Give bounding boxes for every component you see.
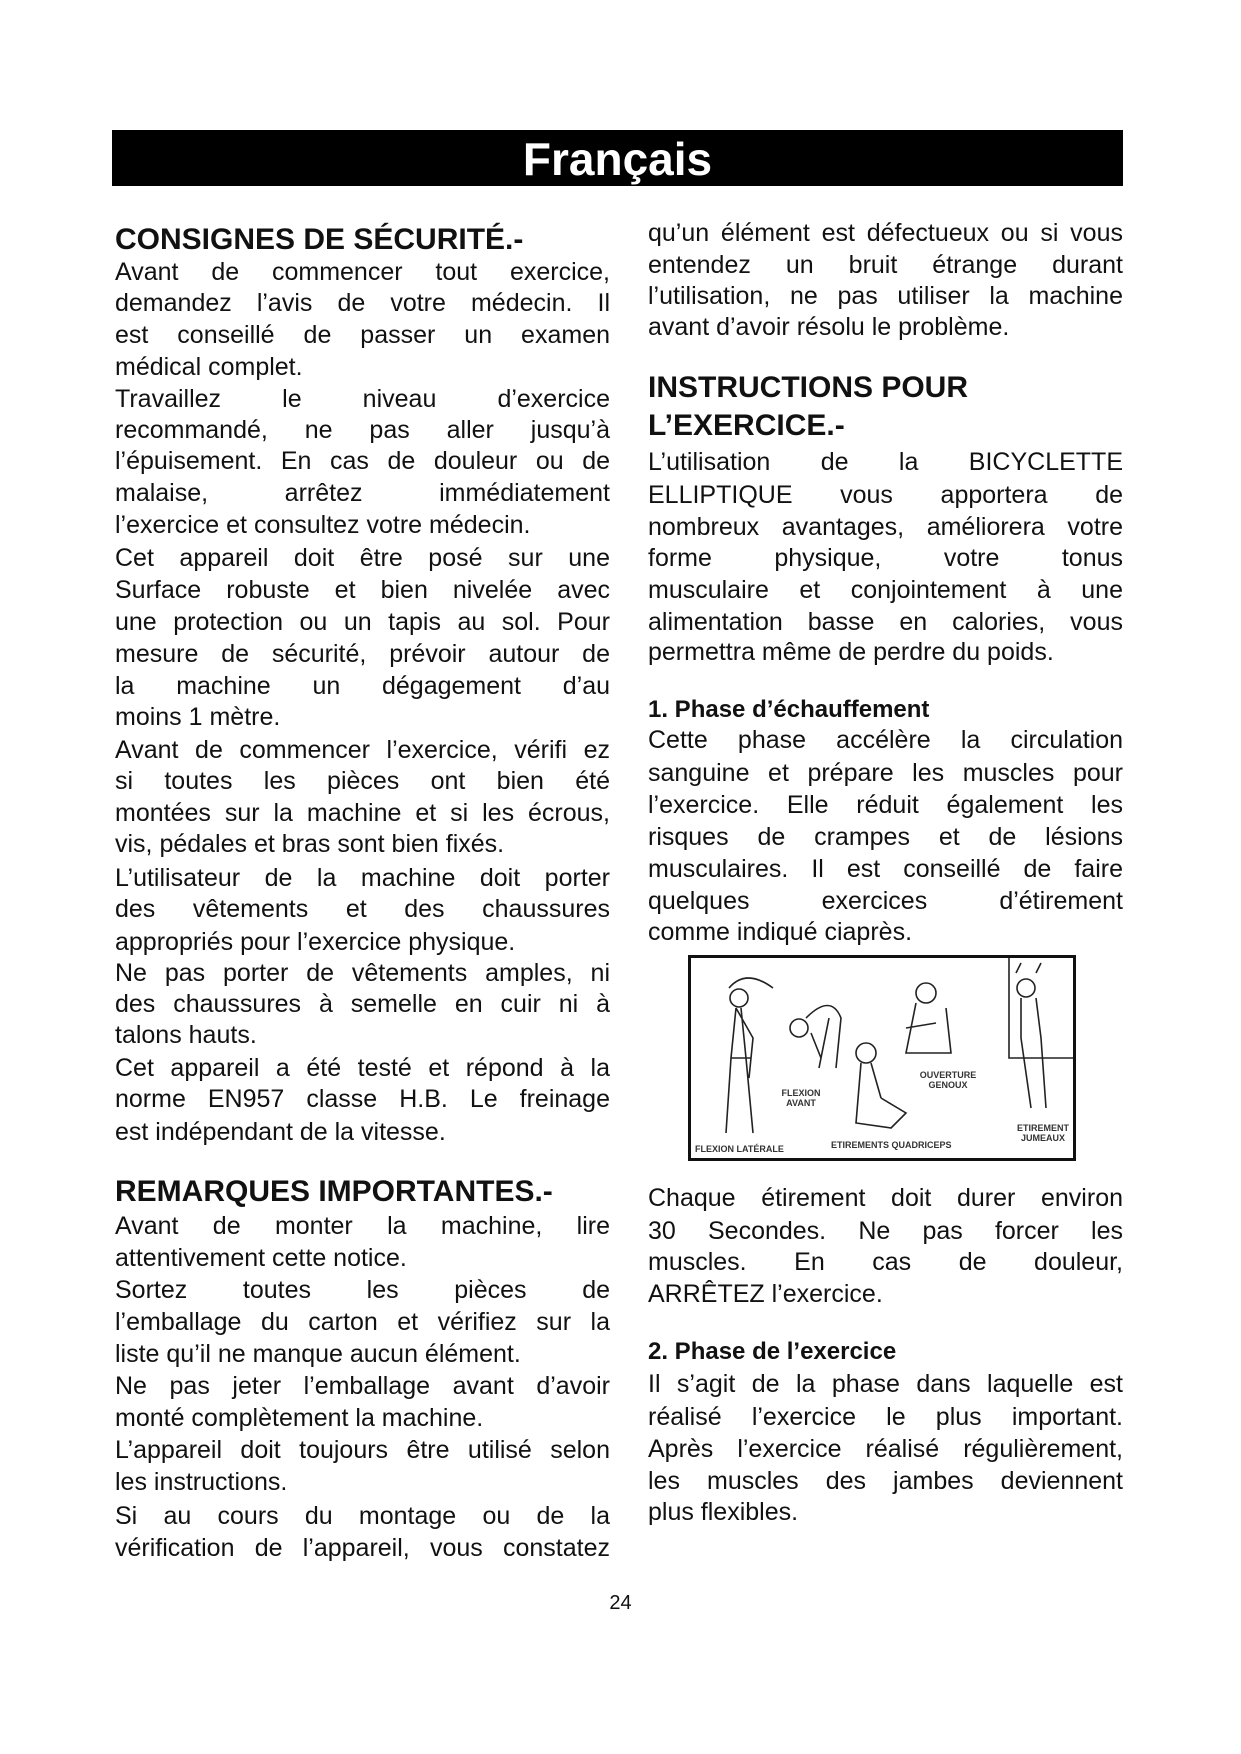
paragraph-line: 30 Secondes. Ne pas forcer les xyxy=(648,1217,1123,1245)
paragraph-line: musculaires. Il est conseillé de faire xyxy=(648,855,1123,883)
paragraph-line: L’appareil doit toujours être utilisé selon xyxy=(115,1436,610,1464)
paragraph-line: muscles. En cas de douleur, xyxy=(648,1248,1123,1276)
paragraph-line: qu’un élément est défectueux ou si vous xyxy=(648,219,1123,247)
paragraph-line: liste qu’il ne manque aucun élément. xyxy=(115,1340,521,1368)
paragraph-line: entendez un bruit étrange durant xyxy=(648,251,1123,279)
paragraph-line: Ne pas porter de vêtements amples, ni xyxy=(115,959,610,987)
paragraph-line: des vêtements et des chaussures xyxy=(115,895,610,923)
paragraph-line: Sortez toutes les pièces de xyxy=(115,1276,610,1304)
paragraph-line: plus flexibles. xyxy=(648,1498,799,1526)
stretching-illustration xyxy=(688,955,1076,1161)
paragraph-line: forme physique, votre tonus xyxy=(648,544,1123,572)
paragraph-line: Après l’exercice réalisé régulièrement, xyxy=(648,1435,1123,1463)
paragraph-line: Il s’agit de la phase dans laquelle est xyxy=(648,1370,1123,1398)
paragraph-line: Avant de monter la machine, lire xyxy=(115,1212,610,1240)
page-title: Français xyxy=(522,133,713,185)
paragraph-line: Si au cours du montage ou de la xyxy=(115,1502,610,1530)
paragraph-line: attentivement cette notice. xyxy=(115,1244,407,1272)
paragraph-line: l’exercice et consultez votre médecin. xyxy=(115,511,531,539)
paragraph-line: Travaillez le niveau d’exercice xyxy=(115,385,610,413)
label-etirement-jumeaux: ETIREMENT JUMEAUX xyxy=(1016,1123,1069,1143)
paragraph-line: quelques exercices d’étirement xyxy=(648,887,1123,915)
paragraph-line: les instructions. xyxy=(115,1468,288,1496)
paragraph-line: montées sur la machine et si les écrous, xyxy=(115,799,610,827)
paragraph-line: des chaussures à semelle en cuir ni à xyxy=(115,990,610,1018)
language-banner xyxy=(112,130,1123,186)
paragraph-line: si toutes les pièces ont bien été xyxy=(115,767,610,795)
paragraph-line: réalisé l’exercice le plus important. xyxy=(648,1403,1123,1431)
paragraph-line: Ne pas jeter l’emballage avant d’avoir xyxy=(115,1372,610,1400)
paragraph-line: Chaque étirement doit durer environ xyxy=(648,1184,1123,1212)
paragraph-line: avant d’avoir résolu le problème. xyxy=(648,313,1010,341)
paragraph-line: recommandé, ne pas aller jusqu’à xyxy=(115,416,610,444)
paragraph-line: vis, pédales et bras sont bien fixés. xyxy=(115,830,505,858)
paragraph-line: Cet appareil a été testé et répond à la xyxy=(115,1054,610,1082)
paragraph-line: comme indiqué ciaprès. xyxy=(648,918,913,946)
paragraph-line: l’exercice. Elle réduit également les xyxy=(648,791,1123,819)
section-heading: INSTRUCTIONS POUR xyxy=(648,371,969,404)
paragraph-line: L’utilisation de la BICYCLETTE xyxy=(648,448,1123,476)
paragraph-line: l’emballage du carton et vérifiez sur la xyxy=(115,1308,610,1336)
subsection-heading: 1. Phase d’échauffement xyxy=(648,696,930,723)
paragraph-line: risques de crampes et de lésions xyxy=(648,823,1123,851)
paragraph-line: ELLIPTIQUE vous apportera de xyxy=(648,481,1123,509)
paragraph-line: médical complet. xyxy=(115,353,303,381)
paragraph-line: alimentation basse en calories, vous xyxy=(648,608,1123,636)
page-number: 24 xyxy=(609,1592,632,1614)
paragraph-line: la machine un dégagement d’au xyxy=(115,672,610,700)
label-flexion-laterale: FLEXION LATÉRALE xyxy=(695,1144,784,1154)
paragraph-line: appropriés pour l’exercice physique. xyxy=(115,928,516,956)
paragraph-line: une protection ou un tapis au sol. Pour xyxy=(115,608,610,636)
paragraph-line: vérification de l’appareil, vous constatez xyxy=(115,1534,610,1562)
paragraph-line: musculaire et conjointement à une xyxy=(648,576,1123,604)
paragraph-line: les muscles des jambes deviennent xyxy=(648,1467,1123,1495)
paragraph-line: moins 1 mètre. xyxy=(115,703,281,731)
paragraph-line: L’utilisateur de la machine doit porter xyxy=(115,864,610,892)
paragraph-line: Avant de commencer l’exercice, vérifi ez xyxy=(115,736,610,764)
section-heading: L’EXERCICE.- xyxy=(648,409,845,442)
paragraph-line: Avant de commencer tout exercice, xyxy=(115,258,610,286)
paragraph-line: permettra même de perdre du poids. xyxy=(648,638,1054,666)
paragraph-line: sanguine et prépare les muscles pour xyxy=(648,759,1123,787)
paragraph-line: mesure de sécurité, prévoir autour de xyxy=(115,640,610,668)
paragraph-line: nombreux avantages, améliorera votre xyxy=(648,513,1123,541)
paragraph-line: l’utilisation, ne pas utiliser la machine xyxy=(648,282,1123,310)
paragraph-line: Cette phase accélère la circulation xyxy=(648,726,1123,754)
section-heading: CONSIGNES DE SÉCURITÉ.- xyxy=(115,223,524,256)
paragraph-line: est conseillé de passer un examen xyxy=(115,321,610,349)
paragraph-line: malaise, arrêtez immédiatement xyxy=(115,479,610,507)
paragraph-line: est indépendant de la vitesse. xyxy=(115,1118,446,1146)
paragraph-line: monté complètement la machine. xyxy=(115,1404,484,1432)
paragraph-line: ARRÊTEZ l’exercice. xyxy=(648,1280,883,1308)
label-flexion-avant: FLEXION AVANT xyxy=(781,1088,821,1108)
paragraph-line: norme EN957 classe H.B. Le freinage xyxy=(115,1085,610,1113)
paragraph-line: Surface robuste et bien nivelée avec xyxy=(115,576,610,604)
label-ouverture-genoux: OUVERTURE GENOUX xyxy=(919,1070,977,1090)
label-etirements-quadriceps: ETIREMENTS QUADRICEPS xyxy=(831,1140,952,1150)
paragraph-line: Cet appareil doit être posé sur une xyxy=(115,544,610,572)
paragraph-line: demandez l’avis de votre médecin. Il xyxy=(115,289,610,317)
section-heading: REMARQUES IMPORTANTES.- xyxy=(115,1175,553,1208)
paragraph-line: talons hauts. xyxy=(115,1021,257,1049)
paragraph-line: l’épuisement. En cas de douleur ou de xyxy=(115,447,610,475)
subsection-heading: 2. Phase de l’exercice xyxy=(648,1338,897,1365)
